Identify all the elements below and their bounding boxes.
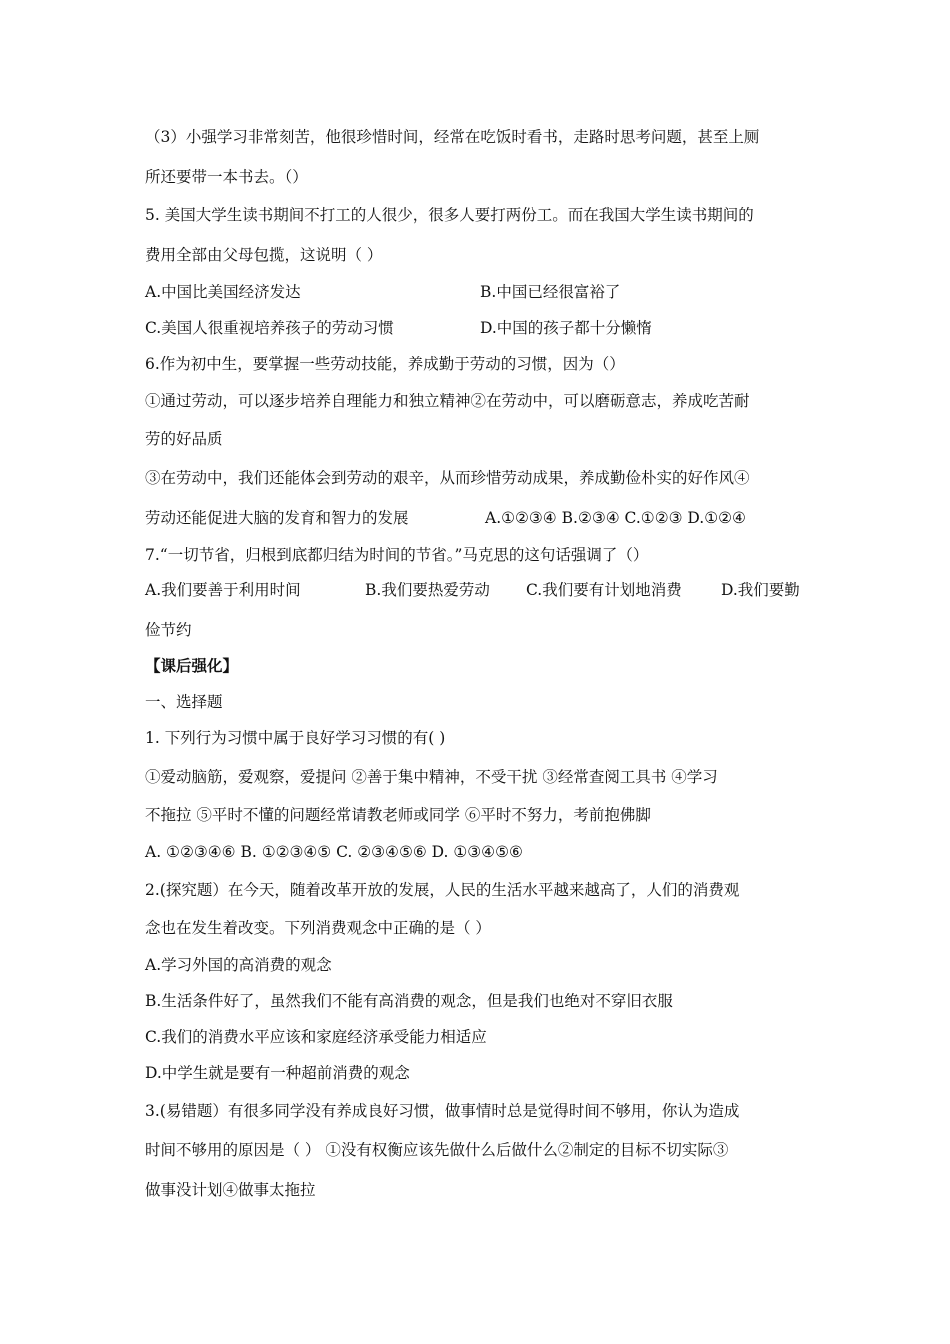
q6-options: A.①②③④ B.②③④ C.①②③ D.①②④ (485, 509, 746, 527)
q3-line-1: （3）小强学习非常刻苦，他很珍惜时间，经常在吃饭时看书，走路时思考问题，甚至上厕 (145, 128, 760, 146)
ex3-stem-line-2: 时间不够用的原因是（ ） ①没有权衡应该先做什么后做什么②制定的目标不切实际③ (145, 1141, 729, 1159)
ex1-statement-line-1: ①爱动脑筋，爱观察，爱提问 ②善于集中精神，不受干扰 ③经常查阅工具书 ④学习 (145, 768, 718, 786)
q6-statement-line-1: ①通过劳动，可以逐步培养自理能力和独立精神②在劳动中，可以磨砺意志，养成吃苦耐 (145, 392, 750, 410)
q5-option-c: C.美国人很重视培养孩子的劳动习惯 (145, 319, 394, 337)
q7-option-c: C.我们要有计划地消费 (526, 581, 682, 599)
q6-statement-line-3: ③在劳动中，我们还能体会到劳动的艰辛，从而珍惜劳动成果，养成勤俭朴实的好作风④ (145, 469, 750, 487)
ex2-option-a: A.学习外国的高消费的观念 (145, 956, 332, 974)
q6-stem: 6.作为初中生，要掌握一些劳动技能，养成勤于劳动的习惯，因为（） (145, 355, 625, 373)
q5-option-b: B.中国已经很富裕了 (480, 283, 621, 301)
q7-option-a: A.我们要善于利用时间 (145, 581, 301, 599)
ex3-stem-line-1: 3.(易错题）有很多同学没有养成良好习惯，做事情时总是觉得时间不够用，你认为造成 (145, 1102, 740, 1120)
ex1-options: A. ①②③④⑥ B. ①②③④⑤ C. ②③④⑤⑥ D. ①③④⑤⑥ (145, 843, 523, 861)
q5-options-row-2 (145, 318, 810, 338)
section-heading: 【课后强化】 (145, 656, 239, 675)
ex2-option-c: C.我们的消费水平应该和家庭经济承受能力相适应 (145, 1028, 487, 1046)
q5-option-d: D.中国的孩子都十分懒惰 (480, 319, 652, 337)
q5-stem-line-2: 费用全部由父母包揽，这说明（ ） (145, 246, 383, 264)
q7-option-d: D.我们要勤 (721, 581, 800, 599)
ex1-stem: 1. 下列行为习惯中属于良好学习习惯的有( ) (145, 729, 446, 747)
q6-statement-end: 劳动还能促进大脑的发育和智力的发展 (145, 509, 409, 527)
q7-option-b: B.我们要热爱劳动 (365, 581, 490, 599)
ex2-option-d: D.中学生就是要有一种超前消费的观念 (145, 1064, 410, 1082)
q5-options-row-1 (145, 282, 810, 302)
q7-option-d-continued: 俭节约 (145, 621, 192, 639)
q3-line-2: 所还要带一本书去。（） (145, 168, 308, 186)
q6-statement-line-4 (145, 508, 810, 528)
q7-options-row (145, 580, 810, 600)
q6-statement-line-2: 劳的好品质 (145, 430, 223, 448)
ex3-stem-line-3: 做事没计划④做事太拖拉 (145, 1181, 316, 1199)
ex2-option-b: B.生活条件好了，虽然我们不能有高消费的观念，但是我们也绝对不穿旧衣服 (145, 992, 673, 1010)
ex2-stem-line-2: 念也在发生着改变。下列消费观念中正确的是（ ） (145, 919, 491, 937)
q5-stem-line-1: 5. 美国大学生读书期间不打工的人很少，很多人要打两份工。而在我国大学生读书期间的 (145, 206, 754, 224)
ex1-statement-line-2: 不拖拉 ⑤平时不懂的问题经常请教老师或同学 ⑥平时不努力，考前抱佛脚 (145, 806, 651, 824)
q7-stem: 7.“一切节省，归根到底都归结为时间的节省。”马克思的这句话强调了（） (145, 546, 649, 564)
q5-option-a: A.中国比美国经济发达 (145, 283, 301, 301)
subsection-heading: 一、选择题 (145, 693, 223, 711)
ex2-stem-line-1: 2.(探究题）在今天，随着改革开放的发展，人民的生活水平越来越高了，人们的消费观 (145, 881, 740, 899)
